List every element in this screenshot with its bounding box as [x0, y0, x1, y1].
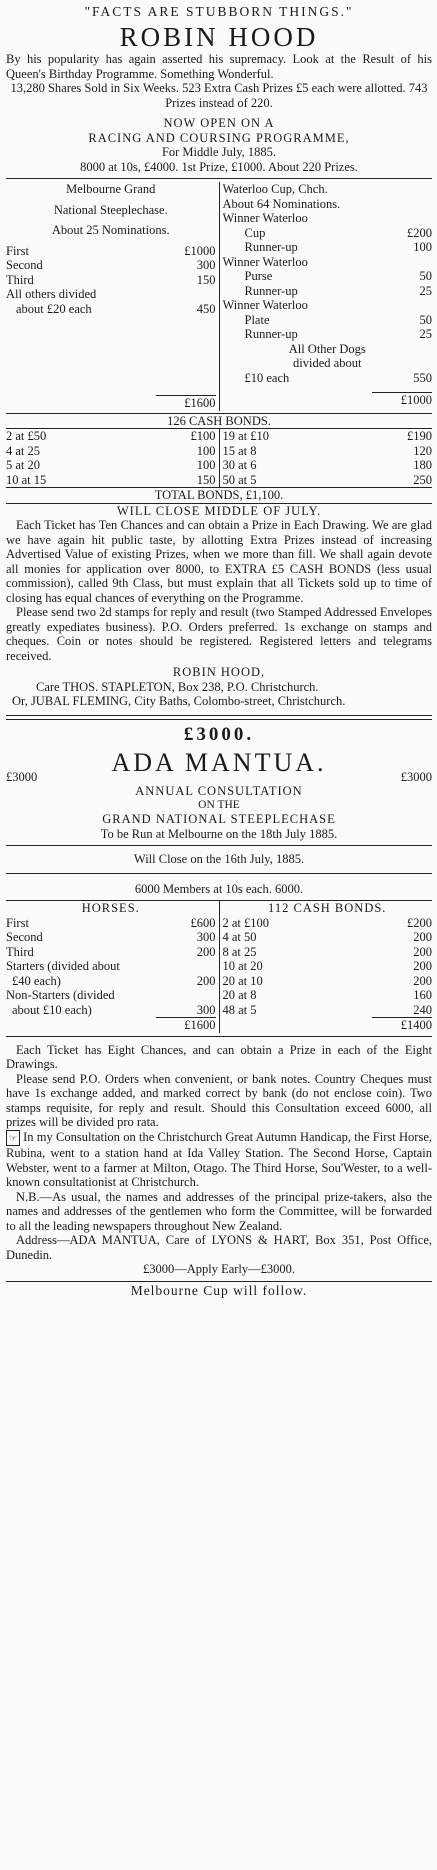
pointing-hand-icon: ☞: [6, 1130, 20, 1147]
robin-hood-advert: [6, 4, 432, 709]
ada-bonds-col: [219, 901, 433, 1033]
sub-line-3: GRAND NATIONAL STEEPLECHASE: [102, 812, 336, 827]
side-amounts: £3000 £3000: [6, 769, 432, 784]
cash-bonds-head: 126 CASH BONDS.: [6, 413, 432, 430]
bond-row: 19 at £10 £190: [222, 429, 432, 443]
ada-bonds-head: 112 CASH BONDS.: [268, 901, 387, 916]
prize-row: Third 150: [6, 272, 216, 287]
bonds-col-right: [219, 429, 433, 487]
ada-body-3-wrap: [6, 1130, 432, 1190]
horse-row: Third 200: [6, 944, 216, 959]
right-row: Cup £200: [244, 225, 432, 240]
apply-early: £3000—Apply Early—£3000.: [142, 1262, 296, 1277]
cup-follow: Melbourne Cup will follow.: [6, 1281, 432, 1299]
bond-row: 4 at 50 200: [222, 930, 432, 945]
right-row: £10 each 550: [244, 370, 432, 385]
bond-row: 8 at 25 200: [222, 944, 432, 959]
bond-row: 15 at 8 120: [222, 443, 432, 458]
open-line-3: For Middle July, 1885.: [161, 145, 277, 159]
horses-head: HORSES.: [81, 901, 140, 916]
right-row: Purse 50: [244, 269, 432, 283]
right-row: Runner-up 100: [244, 240, 432, 254]
horses-col: [6, 901, 216, 1033]
right-row: Winner Waterloo: [222, 254, 308, 269]
ada-body-4: N.B.—As usual, the names and addresses of the principal prize-takers, also the names and addresses of the gentlemen who form the Committee, will be forwarded to all the leading newspapers throughout New Zealand.: [6, 1189, 432, 1233]
amount-headline: £3000.: [183, 723, 255, 745]
body-text-1: Each Ticket has Ten Chances and can obtain a Prize in Each Drawing. We are glad we have again hit public taste, by allotting Extra Prizes instead of increasing Advertised Value of existing Prizes, when we more than fill. We shall again devote all monies for application over 8000, to EXTRA £5 CASH BONDS (less usual commission), called 9th Class, but must explain that all Tickets sold up to time of closing has equal chances of everything on the Programme.: [6, 518, 432, 605]
horse-row: First £600: [6, 915, 216, 930]
horses-total: £1600: [184, 1018, 216, 1033]
ada-address: Address—ADA MANTUA, Care of LYONS & HART, Box 351, Post Office, Dunedin.: [6, 1233, 432, 1262]
bond-row: 10 at 20 200: [222, 959, 432, 974]
sub-line-2: ON THE: [198, 798, 240, 811]
bond-row: 10 at 15 150: [6, 472, 216, 487]
nonstarters-label: Non-Starters (divided: [6, 988, 115, 1003]
bond-row: 20 at 10 200: [222, 973, 432, 988]
bond-row: 30 at 6 180: [222, 458, 432, 472]
ada-body-3: In my Consultation on the Christchurch Great Autumn Handicap, the First Horse, Rubina, went to a station hand at Ida Valley Station. The Second Horse, Captain Webster, went to a farmer at Milton, Otago. The Third Horse, Sou'Wester, to a well-known consultationist at Christchurch.: [6, 1129, 432, 1190]
bond-row: 20 at 8 160: [222, 988, 432, 1003]
total-bonds: TOTAL BONDS, £1,100.: [6, 487, 432, 503]
ada-body-1: Each Ticket has Eight Chances, and can obtain a Prize in each of the Eight Drawings.: [6, 1036, 432, 1072]
others-label-1: All others divided: [6, 287, 97, 301]
left-head-1: Melbourne Grand: [66, 182, 156, 196]
bond-row: 4 at 25 100: [6, 443, 216, 458]
robin-hood-title: ROBIN HOOD: [119, 22, 319, 52]
result-text: 13,280 Shares Sold in Six Weeks. 523 Extra Cash Prizes £5 each were allotted. 743 Prizes instead of 220.: [10, 81, 428, 110]
prize-table: [6, 178, 432, 411]
open-line-1: NOW OPEN ON A: [163, 116, 275, 130]
members: 6000 Members at 10s each. 6000.: [6, 873, 432, 897]
sub-line-4: To be Run at Melbourne on the 18th July 1885.: [100, 826, 338, 841]
right-row: Runner-up 25: [244, 327, 432, 341]
ada-mantua-advert: [6, 724, 432, 1299]
prize-row: Second 300: [6, 258, 216, 272]
ada-close: Will Close on the 16th July, 1885.: [6, 845, 432, 867]
bonds-col-left: [6, 429, 216, 487]
right-head-1: Waterloo Cup, Chch.: [222, 182, 328, 196]
starters-label: Starters (divided about: [6, 959, 120, 974]
sub-line-1: ANNUAL CONSULTATION: [135, 784, 303, 798]
left-head-2: National Steeplechase.: [53, 202, 168, 217]
cash-bonds-table: [6, 429, 432, 487]
bond-row: 50 at 5 250: [222, 472, 432, 487]
ada-mantua-title: ADA MANTUA.: [111, 747, 327, 777]
bond-row: 2 at £100 £200: [222, 915, 432, 930]
ada-bonds-total: £1400: [400, 1018, 432, 1033]
prize-col-left: [6, 182, 216, 411]
body-text-2: Please send two 2d stamps for reply and result (two Stamped Addressed Envelopes greatly expediates business). P.O. Orders preferred. 1s exchange on stamps and cheques. Coin or notes should be registered. Registered letters and telegrams received.: [6, 605, 432, 663]
prize-row: about £20 each 450: [16, 301, 216, 316]
prize-col-right: [219, 182, 433, 411]
address-2: Or, JUBAL FLEMING, City Baths, Colombo-street, Christchurch.: [12, 694, 346, 708]
bond-row: 5 at 20 100: [6, 458, 216, 472]
left-total: £1600: [184, 396, 216, 410]
dogs-label-2: divided about: [293, 356, 362, 370]
horse-row: about £10 each) 300: [12, 1002, 216, 1017]
close-notice: WILL CLOSE MIDDLE OF JULY.: [6, 503, 432, 519]
intro-text: By his popularity has again asserted his supremacy. Look at the Result of his Queen's Birthday Programme. Something Wonderful.: [6, 52, 432, 81]
right-total: £1000: [400, 393, 432, 407]
prize-row: First £1000: [6, 243, 216, 258]
right-head-2: About 64 Nominations.: [222, 196, 341, 211]
horse-row: Second 300: [6, 930, 216, 945]
slogan: "FACTS ARE STUBBORN THINGS.": [84, 4, 354, 19]
bond-row: 2 at £50 £100: [6, 429, 216, 443]
right-row: Winner Waterloo: [222, 211, 308, 225]
open-line-4: 8000 at 10s, £4000. 1st Prize, £1000. About 220 Prizes.: [80, 159, 358, 174]
dogs-label-1: All Other Dogs: [288, 341, 366, 356]
section-divider: [6, 715, 432, 720]
horse-row: £40 each) 200: [12, 973, 216, 988]
left-head-3: About 25 Nominations.: [51, 223, 170, 237]
right-row: Plate 50: [244, 312, 432, 327]
address-1: Care THOS. STAPLETON, Box 238, P.O. Christchurch.: [36, 679, 319, 694]
right-row: Runner-up 25: [244, 283, 432, 298]
signature: ROBIN HOOD,: [172, 665, 266, 679]
ada-prize-table: [6, 900, 432, 1033]
bond-row: 48 at 5 240: [222, 1002, 432, 1017]
open-line-2: RACING AND COURSING PROGRAMME,: [88, 130, 350, 145]
ada-body-2: Please send P.O. Orders when convenient, or bank notes. Country Cheques must have 1s exchange added, and marked correct by bank (do not enclose coin). Two stamps requisite, for reply and result. Should this Consultation exceed 6000, all prizes will be divided pro rata.: [6, 1071, 432, 1130]
right-row: Winner Waterloo: [222, 298, 308, 312]
